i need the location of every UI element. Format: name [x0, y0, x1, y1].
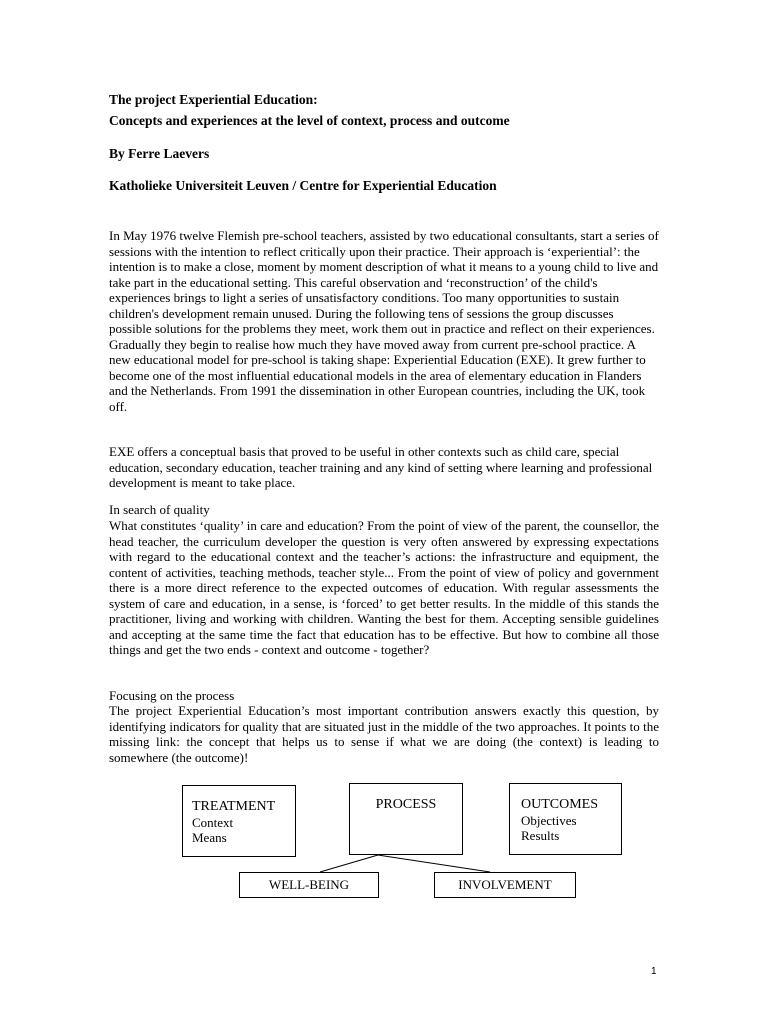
title-line-1: The project Experiential Education:	[109, 92, 318, 107]
treatment-context: Context	[192, 814, 234, 830]
box-process	[349, 783, 463, 855]
box-involvement: INVOLVEMENT	[434, 872, 576, 898]
outcomes-results: Results	[521, 828, 560, 843]
box-treatment	[182, 785, 296, 857]
treatment-title: TREATMENT	[192, 799, 276, 814]
outcomes-objectives: Objectives	[521, 812, 577, 828]
page-number: 1	[651, 966, 657, 977]
author: By Ferre Laevers	[109, 146, 210, 161]
title-line-2: Concepts and experiences at the level of context, process and outcome	[109, 113, 510, 128]
paragraph-process: The project Experiential Education’s most important contribution answers exactly this question, by identifying indicators for quality that are situated just in the middle of the two approaches. It points to the missing link: the concept that helps us to sense if what we are doing (the context) is leading to somewhere (the outcome)!	[109, 703, 659, 765]
affiliation: Katholieke Universiteit Leuven / Centre for Experiential Education	[109, 178, 497, 193]
box-outcomes	[509, 783, 622, 855]
outcomes-title: OUTCOMES	[521, 797, 599, 812]
paragraph-quality: What constitutes ‘quality’ in care and education? From the point of view of the parent, the counsellor, the head teacher, the curriculum developer the question is very often answered by expressing expectations with regard to the educational context and the teacher’s actions: the infrastructure and equipment, the content of activities, teaching methods, teacher style... From the point of view of policy and government there is a more direct reference to the expected outcomes of education. With regular assessments the system of care and education, in a sense, is ‘forced’ to get better results. In the middle of this stands the practitioner, living and working with children. Wanting the best for them. Accepting sensible guidelines and accepting at the same time the fact that education has to be effective. But how to combine all those things and get the two ends - context and outcome - together?	[109, 518, 659, 657]
process-title: PROCESS	[375, 797, 437, 812]
treatment-means: Means	[192, 830, 227, 845]
heading-in-search-of-quality: In search of quality	[109, 502, 210, 517]
connector-process-involvement	[378, 855, 490, 872]
heading-focusing-on-process: Focusing on the process	[109, 688, 235, 703]
paragraph-exe: EXE offers a conceptual basis that proved to be useful in other contexts such as child care, special education, secondary education, teacher training and any kind of setting where learning and professional development is meant to take place.	[109, 444, 653, 490]
box-well-being: WELL-BEING	[239, 872, 379, 898]
connector-process-wellbeing	[320, 855, 378, 872]
paragraph-intro: In May 1976 twelve Flemish pre-school teachers, assisted by two educational consultants, start a series of sessions with the intention to reflect critically upon their practice. Their approach is ‘experiential’: the intention is to make a close, moment by moment description of what it means to a young child to live and take part in the educational setting. This careful observation and ‘reconstruction’ of the child's experiences brings to light a series of unsatisfactory conditions. Too many opportunities to sustain children's development remain unused. During the following tens of sessions the group discusses possible solutions for the problems they meet, work them out in practice and reflect on their experiences. Gradually they begin to realise how much they have moved away from current pre-school practice. A new educational model for pre-school is taking shape: Experiential Education (EXE). It grew further to become one of the most influential educational models in the area of elementary education in Flanders and the Netherlands. From 1991 the dissemination in other European countries, including the UK, took off.	[109, 228, 659, 414]
